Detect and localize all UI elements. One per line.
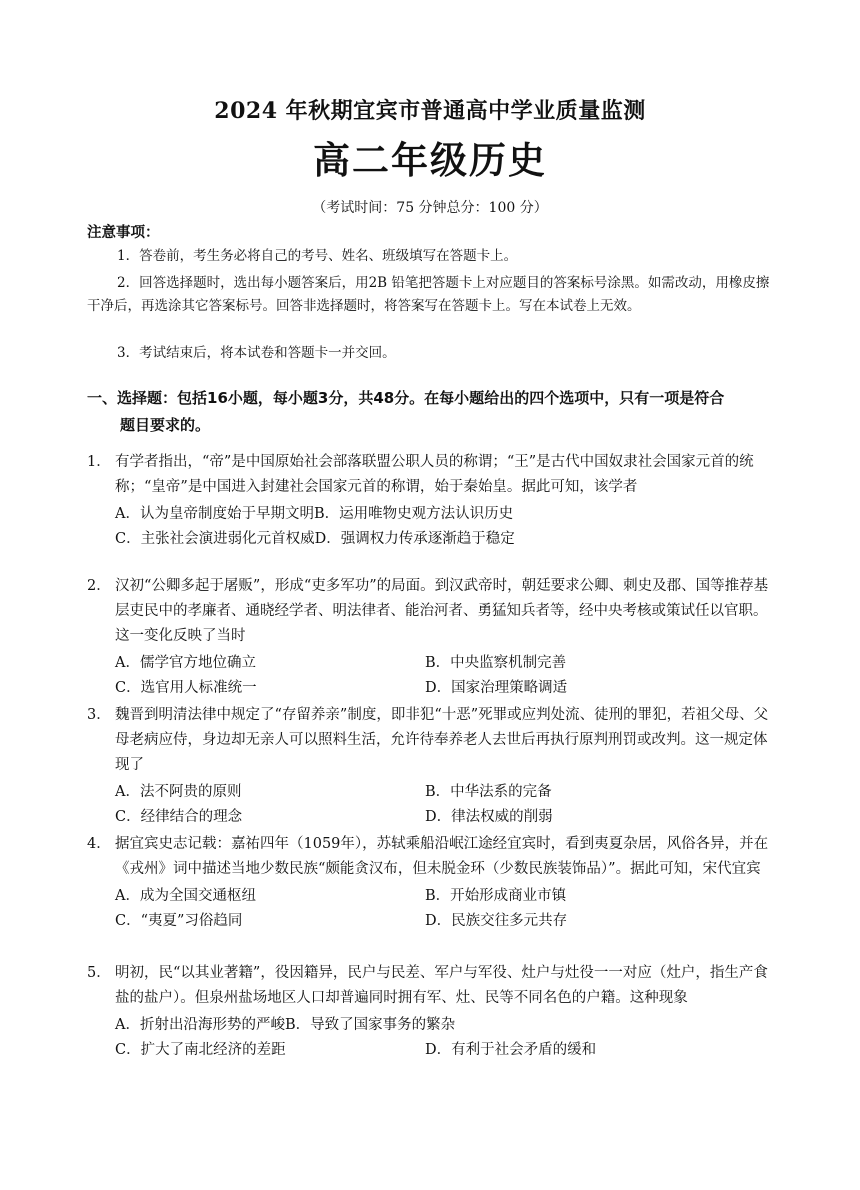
question-number: 4．	[87, 836, 111, 852]
section-heading-line: 题目要求的。	[120, 416, 211, 434]
option-c[interactable]: C．“夷夏”习俗趋同	[115, 913, 243, 929]
subject-title: 高二年级历史	[313, 138, 547, 182]
question-text: 有学者指出，“帝”是中国原始社会部落联盟公职人员的称谓；“王”是古代中国奴隶社会国家元首的统称；“皇帝”是中国进入封建社会国家元首的称谓，始于秦始皇。据此可知，该学者	[115, 454, 754, 495]
option-a[interactable]: A．认为皇帝制度始于早期文明	[115, 506, 314, 522]
question-text: 明初，民“以其业著籍”，役因籍异，民户与民差、军户与军役、灶户与灶役一一对应（灶户，指生产食盐的盐户）。但泉州盐场地区人口却普遍同时拥有军、灶、民等不同名色的户籍。这种现象	[115, 965, 768, 1006]
section-heading	[87, 385, 777, 439]
question-number: 3．	[87, 707, 111, 723]
exam-title: 2024 年秋期宜宾市普通高中学业质量监测	[214, 98, 646, 124]
option-b[interactable]: B．导致了国家事务的繁杂	[284, 1017, 456, 1033]
notice-title: 注意事项：	[87, 225, 160, 241]
question-stem	[87, 574, 777, 649]
notice-item: 1．答卷前，考生务必将自己的考号、姓名、班级填写在答题卡上。	[117, 248, 518, 264]
option-a[interactable]: A．法不阿贵的原则	[115, 784, 242, 800]
question-2	[87, 574, 777, 701]
question-stem	[87, 450, 777, 500]
option-d[interactable]: D．强调权力传承逐渐趋于稳定	[314, 531, 515, 547]
question-1	[87, 450, 777, 552]
question-3	[87, 703, 777, 830]
exam-info: （考试时间：75 分钟总分：100 分）	[312, 200, 548, 216]
options	[87, 884, 777, 934]
option-b[interactable]: B．运用唯物史观方法认识历史	[313, 506, 514, 522]
question-number: 2．	[87, 578, 111, 594]
option-a[interactable]: A．成为全国交通枢纽	[115, 888, 256, 904]
option-c[interactable]: C．扩大了南北经济的差距	[115, 1042, 286, 1058]
section-heading-line: 一、选择题：包括16小题，每小题3分，共48分。在每小题给出的四个选项中，只有一项是符合	[87, 389, 725, 407]
option-d[interactable]: D．律法权威的削弱	[425, 809, 553, 825]
notice-item: 2．回答选择题时，选出每小题答案后，用2B 铅笔把答题卡上对应题目的答案标号涂黑。如需改动，用橡皮擦干净后，再选涂其它答案标号。回答非选择题时，将答案写在答题卡上。写在本试卷上无效。	[87, 275, 770, 314]
options	[87, 502, 777, 552]
question-number: 1．	[87, 454, 111, 470]
question-text: 据宜宾史志记载：嘉祐四年（1059年），苏轼乘船沿岷江途经宜宾时，看到夷夏杂居，风俗各异，并在《戎州》词中描述当地少数民族“颇能贪汉布，但未脱金环（少数民族装饰品）”。据此可知，宋代宜宾	[115, 836, 769, 877]
option-b[interactable]: B．开始形成商业市镇	[425, 888, 567, 904]
options	[87, 780, 777, 830]
option-a[interactable]: A．儒学官方地位确立	[115, 655, 256, 671]
question-stem	[87, 961, 777, 1011]
option-d[interactable]: D．国家治理策略调适	[425, 680, 568, 696]
question-stem	[87, 832, 777, 882]
option-b[interactable]: B．中央监察机制完善	[425, 655, 567, 671]
question-text: 汉初“公卿多起于屠贩”，形成“吏多军功”的局面。到汉武帝时，朝廷要求公卿、刺史及郡、国等推荐基层吏民中的孝廉者、通晓经学者、明法律者、能治河者、勇猛知兵者等，经中央考核或策试任以官职。这一变化反映了当时	[115, 578, 769, 644]
option-d[interactable]: D．民族交往多元共存	[425, 913, 568, 929]
option-d[interactable]: D．有利于社会矛盾的缓和	[425, 1042, 597, 1058]
option-b[interactable]: B．中华法系的完备	[425, 784, 552, 800]
question-text: 魏晋到明清法律中规定了“存留养亲”制度，即非犯“十恶”死罪或应判处流、徒刑的罪犯，若祖父母、父母老病应侍，身边却无亲人可以照料生活，允许待奉养老人去世后再执行原判刑罚或改判。这一规定体现了	[115, 707, 769, 773]
question-4	[87, 832, 777, 934]
question-number: 5．	[87, 965, 111, 981]
options	[87, 1013, 777, 1063]
notice-item: 3．考试结束后，将本试卷和答题卡一并交回。	[117, 345, 396, 361]
option-c[interactable]: C．主张社会演进弱化元首权威	[115, 531, 315, 547]
options	[87, 651, 777, 701]
question-5	[87, 961, 777, 1063]
question-stem	[87, 703, 777, 778]
option-a[interactable]: A．折射出沿海形势的严峻	[115, 1017, 285, 1033]
option-c[interactable]: C．经律结合的理念	[115, 809, 243, 825]
option-c[interactable]: C．选官用人标准统一	[115, 680, 257, 696]
